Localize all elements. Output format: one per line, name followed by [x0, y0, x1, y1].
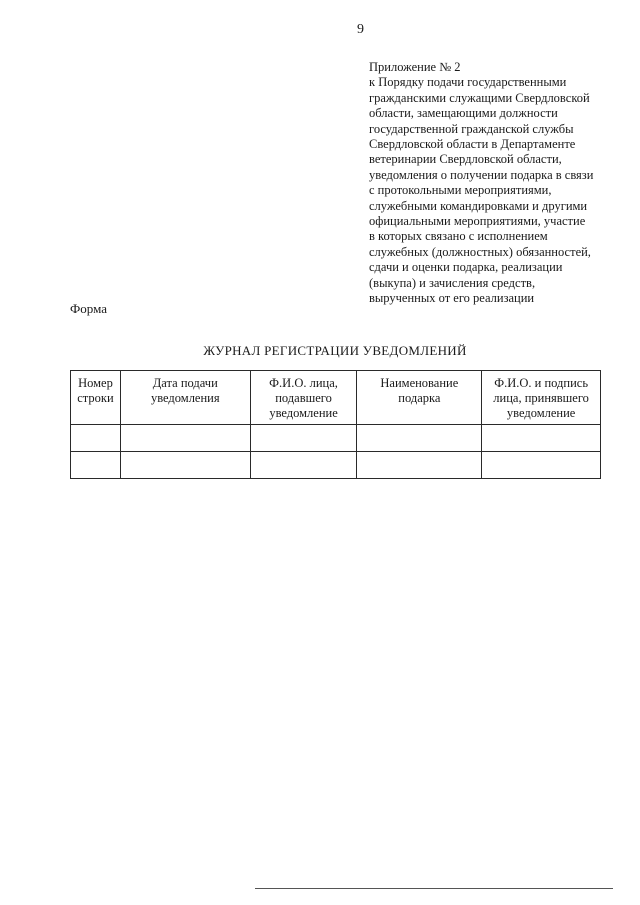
appendix-line: вырученных от его реализации — [369, 291, 535, 306]
page-number: 9 — [357, 22, 364, 37]
appendix-line: (выкупа) и зачисления средств, — [369, 275, 536, 290]
table-cell — [357, 425, 482, 452]
header-submitter-name — [250, 371, 357, 425]
appendix-block — [369, 60, 609, 307]
header-line: Ф.И.О. лица, — [269, 376, 338, 390]
appendix-line: с протокольными мероприятиями, — [369, 183, 552, 198]
appendix-line: сдачи и оценки подарка, реализации — [369, 260, 563, 275]
header-line: Дата подачи — [152, 376, 218, 390]
appendix-line: государственной гражданской службы — [369, 121, 574, 136]
header-line: лица, принявшего — [493, 391, 589, 405]
header-line: подарка — [398, 391, 441, 405]
header-line: Наименование — [380, 376, 459, 390]
footer-divider — [255, 888, 613, 889]
appendix-line: ветеринарии Свердловской области, — [369, 152, 562, 167]
table-cell — [120, 425, 250, 452]
table-cell — [120, 452, 250, 479]
header-row-number — [71, 371, 121, 425]
header-line: уведомление — [506, 406, 576, 420]
header-line: строки — [77, 391, 114, 405]
header-line: Ф.И.О. и подпись — [494, 376, 589, 390]
header-line: Номер — [78, 376, 113, 390]
table-row — [71, 425, 601, 452]
header-line: уведомление — [269, 406, 338, 420]
header-line: подавшего — [275, 391, 332, 405]
appendix-line: официальными мероприятиями, участие — [369, 214, 586, 229]
header-line: уведомления — [150, 391, 220, 405]
table-header-row — [71, 371, 601, 425]
table-cell — [71, 452, 121, 479]
table-cell — [250, 452, 357, 479]
table-cell — [71, 425, 121, 452]
form-label: Форма — [70, 301, 107, 316]
table-cell — [357, 452, 482, 479]
appendix-line: Свердловской области в Департаменте — [369, 137, 576, 152]
header-receiver-name-signature — [482, 371, 601, 425]
appendix-line: уведомления о получении подарка в связи — [369, 167, 594, 182]
appendix-line: к Порядку подачи государственными — [369, 75, 567, 90]
table-cell — [250, 425, 357, 452]
table-row — [71, 452, 601, 479]
journal-title: ЖУРНАЛ РЕГИСТРАЦИИ УВЕДОМЛЕНИЙ — [203, 343, 467, 358]
header-submission-date — [120, 371, 250, 425]
table-cell — [482, 425, 601, 452]
header-gift-name — [357, 371, 482, 425]
appendix-line: Приложение № 2 — [369, 60, 461, 74]
appendix-line: гражданскими служащими Свердловской — [369, 90, 590, 105]
appendix-line: служебными командировками и другими — [369, 198, 588, 213]
appendix-line: служебных (должностных) обязанностей, — [369, 244, 591, 259]
table-cell — [482, 452, 601, 479]
notification-journal-table — [70, 370, 601, 479]
appendix-line: в которых связано с исполнением — [369, 229, 548, 244]
appendix-line: области, замещающими должности — [369, 106, 558, 121]
